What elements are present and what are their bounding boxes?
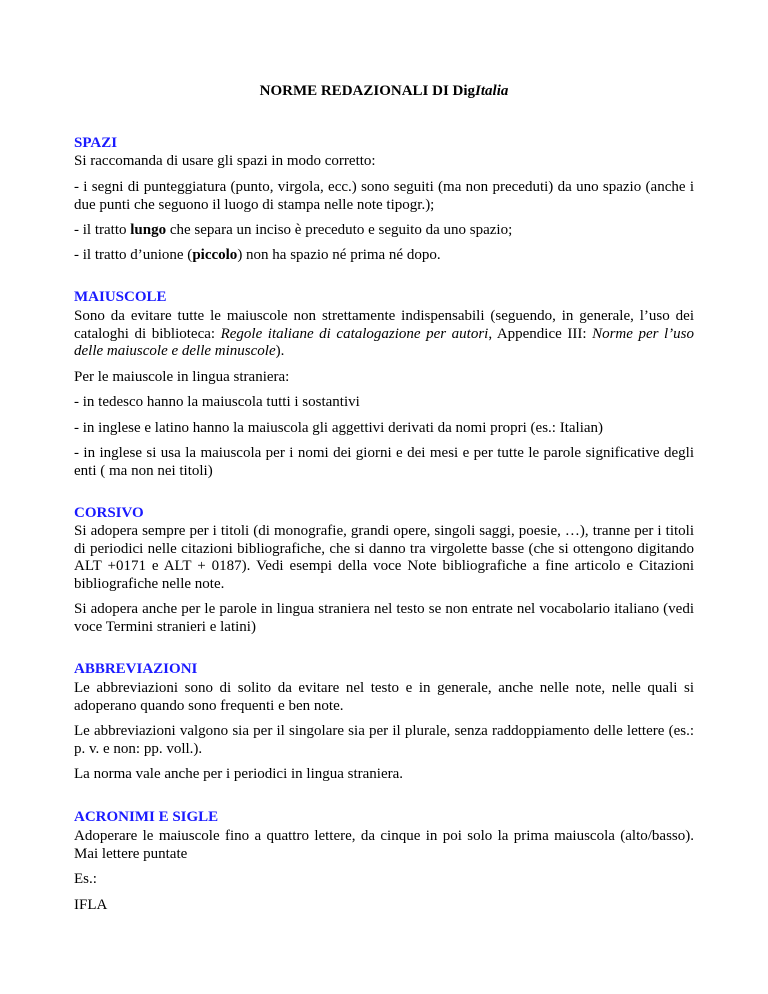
text-run: ). — [275, 343, 285, 359]
spazi-paragraph-1: Si raccomanda di usare gli spazi in modo corretto: — [74, 153, 376, 169]
maiuscole-paragraph-4: - in inglese e latino hanno la maiuscola gli aggettivi derivati da nomi propri (es.: Italian) — [74, 420, 604, 436]
maiuscole-paragraph-5: - in inglese si usa la maiuscola per i nomi dei giorni e dei mesi e per tutte le parole significative degli enti ( ma non nei titoli) — [74, 445, 694, 479]
abbreviazioni-paragraph-1: Le abbreviazioni sono di solito da evitare nel testo e in generale, anche nelle note, nelle quali si adoperano quando sono frequenti e ben note. — [74, 680, 694, 714]
acronimi-paragraph-2: Es.: — [74, 871, 97, 887]
text-run: Sono da evitare tutte le maiuscole non strettamente indispensabili (seguendo, in generale, l’uso dei cataloghi di biblioteca: — [74, 308, 694, 342]
spazi-paragraph-4 — [74, 247, 694, 265]
maiuscole-paragraph-1 — [74, 308, 694, 361]
section-heading-acronimi: ACRONIMI E SIGLE — [74, 809, 219, 825]
maiuscole-paragraph-2: Per le maiuscole in lingua straniera: — [74, 369, 290, 385]
spazi-paragraph-2: - i segni di punteggiatura (punto, virgola, ecc.) sono seguiti (ma non preceduti) da uno spazio (anche i due punti che seguono il luogo di stampa nelle note tipogr.); — [74, 179, 694, 213]
abbreviazioni-paragraph-2: Le abbreviazioni valgono sia per il singolare sia per il plurale, senza raddoppiamento delle lettere (es.: p. v. e non: pp. voll.). — [74, 723, 694, 757]
spazi-paragraph-3 — [74, 222, 694, 240]
title-italic-text: Italia — [475, 83, 509, 99]
section-heading-maiuscole: MAIUSCOLE — [74, 289, 167, 305]
acronimi-paragraph-3: IFLA — [74, 897, 108, 913]
maiuscole-paragraph-3: - in tedesco hanno la maiuscola tutti i sostantivi — [74, 394, 360, 410]
section-heading-spazi: SPAZI — [74, 135, 118, 151]
corsivo-paragraph-1: Si adopera sempre per i titoli (di monografie, grandi opere, singoli saggi, poesie, …), tranne per i titoli di periodici nelle citazioni bibliografiche, che si danno tra virgolette basse (che si ottengono digitando ALT +0171 e ALT + 0187). Vedi esempi della voce Note bibliografiche a fine articolo e Citazioni bibliografiche nelle note. — [74, 523, 694, 592]
section-heading-abbreviazioni: ABBREVIAZIONI — [74, 661, 198, 677]
italic-text: Norme per l’uso delle maiuscole e delle minuscole — [74, 325, 694, 359]
bold-text: piccolo — [192, 247, 238, 263]
text-run: , Appendice III: — [488, 325, 593, 342]
text-run: - il tratto d’unione ( — [74, 247, 193, 263]
text-run: - il tratto — [74, 222, 131, 238]
bold-text: lungo — [130, 222, 167, 238]
abbreviazioni-paragraph-3: La norma vale anche per i periodici in lingua straniera. — [74, 766, 404, 782]
title-text: NORME REDAZIONALI DI Dig — [259, 83, 476, 99]
section-heading-corsivo: CORSIVO — [74, 505, 144, 521]
text-run: ) non ha spazio né prima né dopo. — [237, 247, 441, 263]
italic-text: Regole italiane di catalogazione per autori — [220, 325, 489, 342]
acronimi-paragraph-1: Adoperare le maiuscole fino a quattro lettere, da cinque in poi solo la prima maiuscola (alto/basso). Mai lettere puntate — [74, 828, 694, 862]
document-title — [74, 83, 694, 100]
text-run: che separa un inciso è preceduto e seguito da uno spazio; — [166, 222, 513, 238]
corsivo-paragraph-2: Si adopera anche per le parole in lingua straniera nel testo se non entrate nel vocabolario italiano (vedi voce Termini stranieri e latini) — [74, 601, 694, 635]
